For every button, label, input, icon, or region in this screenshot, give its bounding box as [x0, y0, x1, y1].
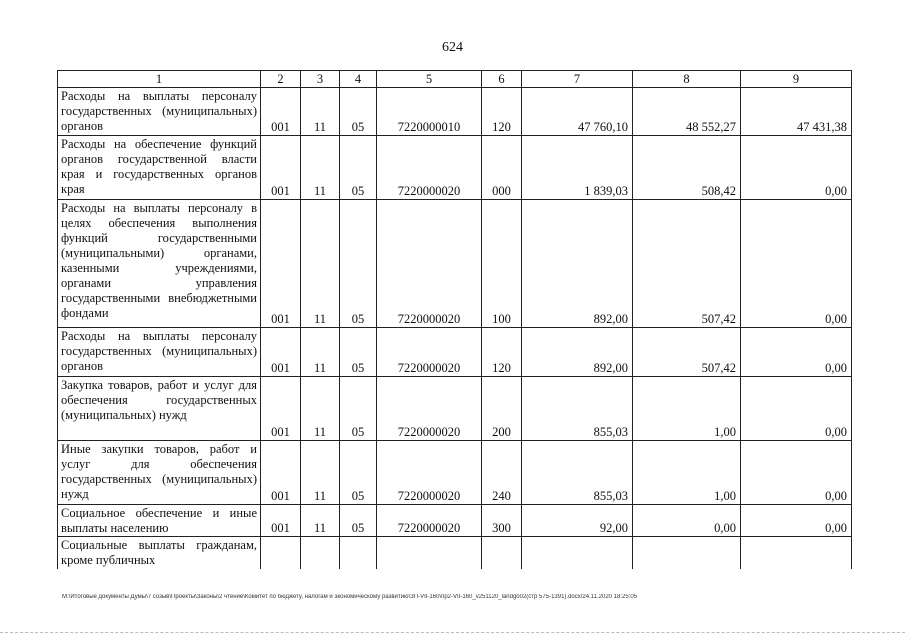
cell-subsection: 05 — [340, 505, 377, 537]
cell-amount: 508,42 — [633, 136, 741, 200]
cell-expense-type: 000 — [482, 136, 522, 200]
cell-amount: 0,00 — [741, 136, 852, 200]
page-cut-line — [0, 632, 905, 633]
cell-amount: 48 552,27 — [633, 88, 741, 136]
cell-target-article — [377, 537, 482, 569]
row-name: Закупка товаров, работ и услуг для обеспечения государственных (муниципальных) нужд — [58, 377, 261, 441]
cell-target-article: 7220000020 — [377, 200, 482, 328]
cell-amount: 0,00 — [741, 200, 852, 328]
cell-section: 11 — [301, 441, 340, 505]
cell-amount: 47 431,38 — [741, 88, 852, 136]
cell-amount: 892,00 — [522, 328, 633, 377]
cell-target-article: 7220000020 — [377, 505, 482, 537]
cell-expense-type: 200 — [482, 377, 522, 441]
cell-target-article: 7220000020 — [377, 136, 482, 200]
column-header: 2 — [261, 71, 301, 88]
cell-section: 11 — [301, 200, 340, 328]
row-name: Расходы на обеспечение функций органов государственной власти края и государственных органов края — [58, 136, 261, 200]
cell-amount: 1 839,03 — [522, 136, 633, 200]
cell-subsection: 05 — [340, 377, 377, 441]
cell-target-article: 7220000020 — [377, 377, 482, 441]
cell-amount — [741, 537, 852, 569]
cell-amount: 892,00 — [522, 200, 633, 328]
table-row — [58, 200, 852, 328]
row-name: Иные закупки товаров, работ и услуг для обеспечения государственных (муниципальных) нужд — [58, 441, 261, 505]
cell-subsection: 05 — [340, 88, 377, 136]
column-header: 6 — [482, 71, 522, 88]
cell-amount — [522, 537, 633, 569]
table-row — [58, 136, 852, 200]
row-name: Социальное обеспечение и иные выплаты населению — [58, 505, 261, 537]
cell-section: 11 — [301, 328, 340, 377]
cell-expense-type: 100 — [482, 200, 522, 328]
cell-subsection — [340, 537, 377, 569]
cell-amount: 47 760,10 — [522, 88, 633, 136]
row-name: Расходы на выплаты персоналу государственных (муниципальных) органов — [58, 88, 261, 136]
cell-target-article: 7220000020 — [377, 328, 482, 377]
page-number: 624 — [442, 40, 463, 55]
cell-amount: 507,42 — [633, 200, 741, 328]
cell-amount: 0,00 — [741, 328, 852, 377]
column-header: 8 — [633, 71, 741, 88]
table-row — [58, 377, 852, 441]
cell-code: 001 — [261, 136, 301, 200]
column-header: 5 — [377, 71, 482, 88]
cell-subsection: 05 — [340, 441, 377, 505]
document-file-path: M:\Итоговые документы Думы\7 созыв\Проекты\Законы\2 чтение\Комитет по бюджету, налогам и экономическому развитию\ЗП-VII-160\пр2-VII-160_v251120_landgo02(стр 575-1391).docx/24.11.2020 18:25:05 — [62, 594, 638, 600]
table-row — [58, 328, 852, 377]
row-name: Расходы на выплаты персоналу государственных (муниципальных) органов — [58, 328, 261, 377]
cell-amount: 0,00 — [741, 377, 852, 441]
cell-amount: 1,00 — [633, 377, 741, 441]
cell-amount: 855,03 — [522, 377, 633, 441]
table-row — [58, 88, 852, 136]
cell-amount: 0,00 — [633, 505, 741, 537]
cell-section: 11 — [301, 88, 340, 136]
cell-amount: 0,00 — [741, 441, 852, 505]
cell-expense-type: 240 — [482, 441, 522, 505]
cell-amount: 92,00 — [522, 505, 633, 537]
cell-code: 001 — [261, 377, 301, 441]
table-row — [58, 441, 852, 505]
column-header: 7 — [522, 71, 633, 88]
cell-code: 001 — [261, 328, 301, 377]
table-row — [58, 537, 852, 569]
cell-subsection: 05 — [340, 328, 377, 377]
cell-code: 001 — [261, 505, 301, 537]
cell-subsection: 05 — [340, 136, 377, 200]
cell-section: 11 — [301, 505, 340, 537]
column-header: 4 — [340, 71, 377, 88]
cell-amount: 855,03 — [522, 441, 633, 505]
cell-section: 11 — [301, 377, 340, 441]
table-row — [58, 505, 852, 537]
cell-amount: 507,42 — [633, 328, 741, 377]
cell-amount: 0,00 — [741, 505, 852, 537]
cell-amount — [633, 537, 741, 569]
cell-expense-type: 300 — [482, 505, 522, 537]
cell-target-article: 7220000020 — [377, 441, 482, 505]
cell-code — [261, 537, 301, 569]
cell-section — [301, 537, 340, 569]
cell-code: 001 — [261, 441, 301, 505]
row-name: Социальные выплаты гражданам, кроме публичных — [58, 537, 261, 569]
cell-subsection: 05 — [340, 200, 377, 328]
cell-code: 001 — [261, 88, 301, 136]
column-header: 3 — [301, 71, 340, 88]
column-header: 9 — [741, 71, 852, 88]
row-name: Расходы на выплаты персоналу в целях обеспечения выполнения функций государственными (муниципальными) органами, казенными учреждениями, органами управления государственными внебюджетными фондами — [58, 200, 261, 328]
budget-table — [57, 70, 852, 569]
cell-expense-type: 120 — [482, 328, 522, 377]
cell-section: 11 — [301, 136, 340, 200]
table-header-row — [58, 71, 852, 88]
cell-amount: 1,00 — [633, 441, 741, 505]
column-header: 1 — [58, 71, 261, 88]
cell-expense-type — [482, 537, 522, 569]
cell-target-article: 7220000010 — [377, 88, 482, 136]
cell-code: 001 — [261, 200, 301, 328]
cell-expense-type: 120 — [482, 88, 522, 136]
